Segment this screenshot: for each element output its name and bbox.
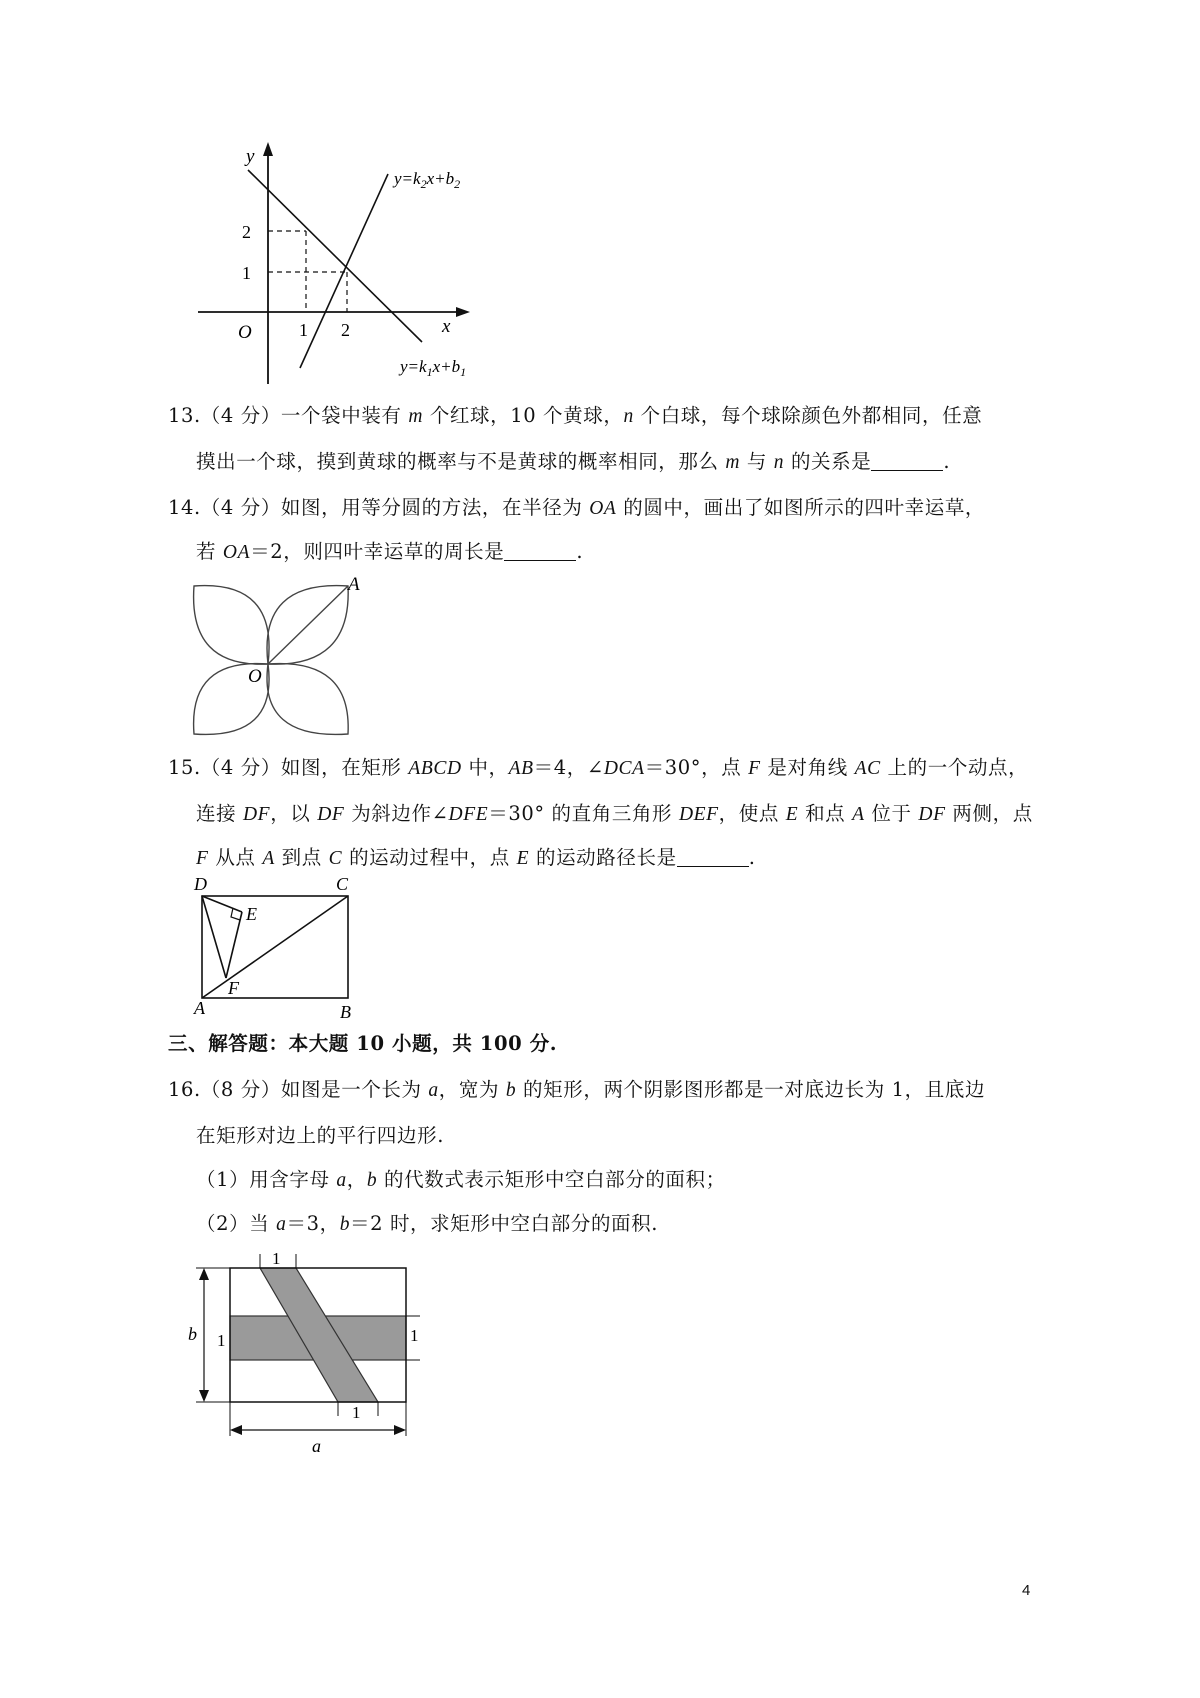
text: ＝2 时，求矩形中空白部分的面积. [350, 1212, 659, 1235]
var-n: n [623, 406, 634, 427]
var: DF [918, 804, 946, 825]
point-b-label: B [340, 1002, 351, 1022]
point-a-label: A [194, 998, 205, 1018]
text: ， [346, 1168, 367, 1191]
q15-line3 [196, 844, 756, 873]
text: ，以 [270, 802, 318, 825]
var-oa: OA [589, 498, 617, 519]
text: . [748, 846, 756, 869]
x-axis-label: x [442, 316, 451, 337]
var: DFE [448, 804, 489, 825]
text: 的运动过程中，点 [342, 846, 517, 869]
point-o-label: O [248, 666, 262, 687]
y-axis-arrow [263, 142, 273, 156]
q14-line1 [168, 494, 985, 523]
var-m: m [408, 406, 424, 427]
answer-blank[interactable] [871, 450, 943, 471]
var: F [748, 758, 761, 779]
diagonal-ac [202, 896, 348, 998]
text: ，使点 [718, 802, 786, 825]
var: DCA [603, 758, 645, 779]
text: ＝2，则四叶幸运草的周长是 [250, 540, 505, 563]
tick-label-y2: 2 [242, 222, 251, 242]
section-heading: 三、解答题：本大题 10 小题，共 100 分. [168, 1032, 558, 1055]
label-b: b [188, 1324, 197, 1344]
segment-df [202, 896, 226, 978]
radius-oa [268, 586, 348, 664]
var: DF [317, 804, 345, 825]
label-bottom-1: 1 [352, 1403, 361, 1422]
text: ＝30°，点 [644, 756, 749, 779]
var: A [262, 848, 275, 869]
var-a: a [276, 1214, 287, 1235]
text: （1）用含字母 [196, 1168, 337, 1191]
figure-four-leaf-clover [188, 572, 378, 742]
var-a: a [336, 1170, 347, 1191]
line-k2-label: $y=k_2x+b_2$ [394, 169, 461, 191]
text: 中， [461, 756, 509, 779]
q16-line2: 在矩形对边上的平行四边形. [196, 1124, 444, 1147]
var-b: b [366, 1170, 378, 1191]
point-f-label: F [228, 978, 239, 998]
text: 上的一个动点， [880, 756, 1029, 779]
page-number: 4 [1022, 1582, 1031, 1599]
text: 13.（4 分）一个袋中装有 [168, 404, 409, 427]
line-k1 [248, 170, 422, 342]
var: F [196, 848, 209, 869]
text: 14.（4 分）如图，用等分圆的方法，在半径为 [168, 496, 590, 519]
origin-label: O [238, 322, 252, 343]
var: DF [243, 804, 271, 825]
leaf-top-left [194, 586, 269, 665]
segment-ef [226, 912, 242, 978]
q15-line2 [196, 800, 1033, 829]
point-d-label: D [194, 874, 207, 894]
var-b: b [505, 1080, 517, 1101]
text: 个红球，10 个黄球， [423, 404, 624, 427]
figure-rectangle-parallelograms [188, 1250, 448, 1460]
text: 的关系是 [784, 450, 872, 473]
x-axis-arrow [456, 307, 470, 317]
arrow [199, 1268, 209, 1280]
text: 连接 [196, 802, 243, 825]
label-left-1: 1 [217, 1331, 226, 1350]
q16-line1 [168, 1076, 985, 1105]
text: 到点 [274, 846, 329, 869]
figure-rectangle-abcd [190, 874, 370, 1024]
text: 个白球，每个球除颜色外都相同，任意 [633, 404, 983, 427]
q16-sub2 [196, 1210, 658, 1239]
tick-label-x2: 2 [341, 320, 350, 340]
text: ＝4，∠ [533, 756, 604, 779]
text: 摸出一个球，摸到黄球的概率与不是黄球的概率相同，那么 [196, 450, 726, 473]
y-axis-label: y [246, 146, 255, 167]
text: ，宽为 [438, 1078, 506, 1101]
text: 从点 [208, 846, 263, 869]
text: 和点 [798, 802, 853, 825]
tick-label-y1: 1 [242, 263, 251, 283]
var: C [328, 848, 343, 869]
q16-sub1 [196, 1166, 726, 1195]
text: 的运动路径长是 [529, 846, 677, 869]
var-oa: OA [222, 542, 251, 563]
arrow [199, 1390, 209, 1402]
point-c-label: C [336, 874, 349, 894]
text: 的代数式表示矩形中空白部分的面积； [377, 1168, 726, 1191]
figure-linear-graph [190, 140, 520, 402]
text: 与 [740, 450, 774, 473]
text: ＝3， [286, 1212, 340, 1235]
text: 位于 [864, 802, 919, 825]
var: ABCD [408, 758, 462, 779]
var: E [785, 804, 799, 825]
var: AB [508, 758, 534, 779]
var-b: b [339, 1214, 351, 1235]
arrow [230, 1425, 242, 1435]
var: E [516, 848, 530, 869]
text: 16.（8 分）如图是一个长为 [168, 1078, 429, 1101]
arrow [394, 1425, 406, 1435]
var: DEF [678, 804, 719, 825]
line-k1-label: $y=k_1x+b_1$ [400, 357, 467, 379]
q14-line2 [196, 538, 583, 567]
tick-label-x1: 1 [299, 320, 308, 340]
text: 是对角线 [760, 756, 855, 779]
q15-line1 [168, 754, 1028, 783]
text: 为斜边作∠ [344, 802, 449, 825]
point-e-label: E [246, 904, 257, 924]
segment-de [202, 896, 242, 912]
text: 若 [196, 540, 223, 563]
q13-line2 [196, 448, 950, 477]
text: . [576, 540, 584, 563]
text: 15.（4 分）如图，在矩形 [168, 756, 409, 779]
var: A [852, 804, 865, 825]
text: . [943, 450, 951, 473]
text: （2）当 [196, 1212, 277, 1235]
label-right-1: 1 [410, 1326, 419, 1345]
var-m: m [725, 452, 741, 473]
var-a: a [428, 1080, 439, 1101]
q13-line1 [168, 402, 982, 431]
text: ＝30° 的直角三角形 [488, 802, 679, 825]
label-top-1: 1 [272, 1250, 281, 1268]
text: 两侧，点 [945, 802, 1033, 825]
leaf-bottom-right [267, 664, 348, 735]
var: AC [854, 758, 881, 779]
answer-blank[interactable] [677, 846, 749, 867]
label-a: a [312, 1436, 321, 1456]
text: 的矩形，两个阴影图形都是一对底边长为 1，且底边 [516, 1078, 986, 1101]
var-n: n [773, 452, 785, 473]
point-a-label: A [348, 574, 360, 595]
answer-blank[interactable] [504, 540, 576, 561]
text: 的圆中，画出了如图所示的四叶幸运草， [616, 496, 986, 519]
